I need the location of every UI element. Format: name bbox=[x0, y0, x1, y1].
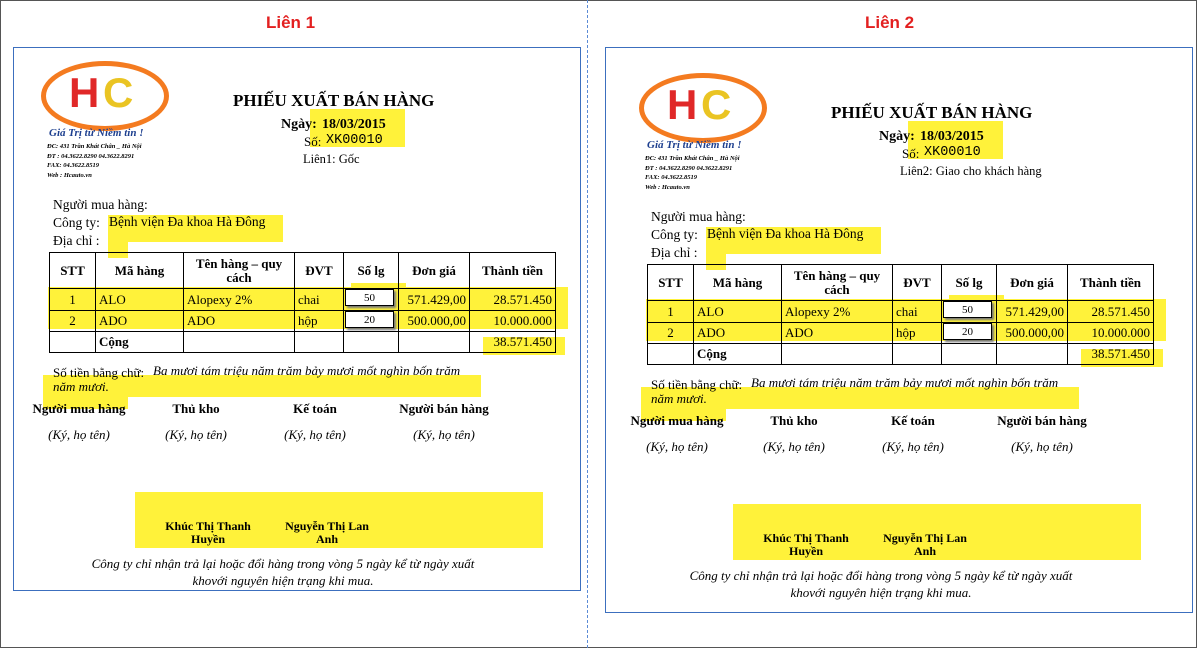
company-label: Công ty: bbox=[53, 215, 100, 230]
amount-words-line1: Ba mươi tám triệu năm trăm bảy mươi mốt nghìn bốn trăm bbox=[153, 363, 461, 378]
amount-words-line2: năm mươi. bbox=[651, 391, 707, 406]
table-cell-stt: 2 bbox=[49, 310, 96, 332]
date-value: 18/03/2015 bbox=[322, 117, 386, 132]
table-cell-empty bbox=[647, 343, 694, 365]
company-phone: ĐT : 04.3622.8290 04.3622.8291 bbox=[47, 152, 135, 160]
signature-note: (Ký, họ tên) bbox=[882, 439, 944, 454]
number-value: XK00010 bbox=[924, 145, 981, 160]
table-cell-empty bbox=[996, 343, 1068, 365]
quantity-box: 50 bbox=[345, 289, 394, 306]
table-cell-amount: 10.000.000 bbox=[1067, 322, 1154, 344]
company-address: ĐC: 431 Trần Khát Chân _ Hà Nội bbox=[47, 143, 142, 150]
table-cell-name: ADO bbox=[781, 322, 893, 344]
table-header-cell: Số lg bbox=[941, 264, 997, 301]
signature-note: (Ký, họ tên) bbox=[1011, 439, 1073, 454]
total-value: 38.571.450 bbox=[1067, 343, 1154, 365]
company-web: Web : Hcauto.vn bbox=[645, 183, 690, 191]
signer-name: Nguyễn Thị Lan Anh bbox=[883, 531, 967, 558]
table-cell-price: 500.000,00 bbox=[996, 322, 1068, 344]
signer-name: Khúc Thị Thanh Huyền bbox=[165, 519, 251, 546]
company-slogan: Giá Trị từ Niềm tin ! bbox=[49, 127, 144, 139]
table-cell-unit: hộp bbox=[892, 322, 942, 344]
table-header-cell: Đơn giá bbox=[996, 264, 1068, 301]
signature-note: (Ký, họ tên) bbox=[48, 427, 110, 442]
signature-title: Kế toán bbox=[891, 413, 935, 428]
invoice-title: PHIẾU XUẤT BÁN HÀNG bbox=[831, 103, 1033, 122]
invoice-title: PHIẾU XUẤT BÁN HÀNG bbox=[233, 91, 435, 110]
address-label: Địa chỉ : bbox=[651, 245, 698, 260]
table-cell-price: 500.000,00 bbox=[398, 310, 470, 332]
date-value: 18/03/2015 bbox=[920, 129, 984, 144]
table-header-cell: Mã hàng bbox=[95, 252, 184, 289]
signature-title: Người mua hàng bbox=[32, 401, 126, 416]
amount-words-line2: năm mươi. bbox=[53, 379, 109, 394]
date-label: Ngày: bbox=[281, 117, 317, 132]
table-header-cell: Mã hàng bbox=[693, 264, 782, 301]
amount-words-label: Số tiền bằng chữ: bbox=[651, 377, 743, 392]
address-label: Địa chỉ : bbox=[53, 233, 100, 248]
buyer-label: Người mua hàng: bbox=[53, 197, 148, 212]
number-label: Số: bbox=[902, 146, 920, 161]
table-header-cell: ĐVT bbox=[294, 252, 344, 289]
signature-title: Kế toán bbox=[293, 401, 337, 416]
date-label: Ngày: bbox=[879, 129, 915, 144]
signer-name: Nguyễn Thị Lan Anh bbox=[285, 519, 369, 546]
table-cell-code: ALO bbox=[95, 288, 184, 311]
table-cell-empty bbox=[294, 331, 344, 353]
company-address: ĐC: 431 Trần Khát Chân _ Hà Nội bbox=[645, 155, 740, 162]
table-cell-stt: 2 bbox=[647, 322, 694, 344]
table-cell-empty bbox=[941, 343, 997, 365]
table-cell-name: ADO bbox=[183, 310, 295, 332]
quantity-box: 20 bbox=[943, 323, 992, 340]
signature-title: Người bán hàng bbox=[997, 413, 1087, 428]
number-label: Số: bbox=[304, 134, 322, 149]
amount-words-label: Số tiền bằng chữ: bbox=[53, 365, 145, 380]
footer-note-line2: khovới nguyên hiện trạng khi mua. bbox=[790, 585, 972, 600]
table-cell-code: ALO bbox=[693, 300, 782, 323]
signature-note: (Ký, họ tên) bbox=[646, 439, 708, 454]
table-cell-price: 571.429,00 bbox=[996, 300, 1068, 323]
number-value: XK00010 bbox=[326, 133, 383, 148]
company-phone: ĐT : 04.3622.8290 04.3622.8291 bbox=[645, 164, 733, 172]
quantity-box: 50 bbox=[943, 301, 992, 318]
table-cell-amount: 28.571.450 bbox=[469, 288, 556, 311]
quantity-box: 20 bbox=[345, 311, 394, 328]
copy-note: Liên1: Gốc bbox=[303, 152, 360, 166]
table-header-cell: Tên hàng – quy cách bbox=[183, 252, 295, 289]
footer-note-line1: Công ty chỉ nhận trả lại hoặc đổi hàng trong vòng 5 ngày kể từ ngày xuất bbox=[689, 568, 1073, 583]
company-web: Web : Hcauto.vn bbox=[47, 171, 92, 179]
table-cell-empty bbox=[781, 343, 893, 365]
table-cell-stt: 1 bbox=[647, 300, 694, 323]
table-header-cell: ĐVT bbox=[892, 264, 942, 301]
table-cell-name: Alopexy 2% bbox=[183, 288, 295, 311]
table-cell-empty bbox=[343, 331, 399, 353]
logo-letter-h: H bbox=[69, 69, 100, 116]
signature-title: Thủ kho bbox=[172, 401, 220, 416]
footer-note-line1: Công ty chỉ nhận trả lại hoặc đổi hàng trong vòng 5 ngày kể từ ngày xuất bbox=[91, 556, 475, 571]
table-header-cell: STT bbox=[647, 264, 694, 301]
company-fax: FAX: 04.3622.8519 bbox=[47, 162, 99, 169]
table-header-cell: Thành tiền bbox=[1067, 264, 1154, 301]
signature-note: (Ký, họ tên) bbox=[165, 427, 227, 442]
footer-note-line2: khovới nguyên hiện trạng khi mua. bbox=[192, 573, 374, 588]
total-label: Cộng bbox=[693, 343, 782, 365]
company-slogan: Giá Trị từ Niềm tin ! bbox=[647, 139, 742, 151]
table-cell-amount: 28.571.450 bbox=[1067, 300, 1154, 323]
table-cell-stt: 1 bbox=[49, 288, 96, 311]
table-cell-empty bbox=[183, 331, 295, 353]
signature-title: Người mua hàng bbox=[630, 413, 724, 428]
signer-name: Khúc Thị Thanh Huyền bbox=[763, 531, 849, 558]
logo-letter-h: H bbox=[667, 81, 698, 128]
company-fax: FAX: 04.3622.8519 bbox=[645, 174, 697, 181]
buyer-label: Người mua hàng: bbox=[651, 209, 746, 224]
logo-letter-c: C bbox=[701, 81, 732, 128]
total-value: 38.571.450 bbox=[469, 331, 556, 353]
table-header-cell: Số lg bbox=[343, 252, 399, 289]
signature-title: Thủ kho bbox=[770, 413, 818, 428]
table-header-cell: Đơn giá bbox=[398, 252, 470, 289]
table-cell-unit: chai bbox=[892, 300, 942, 323]
table-header-cell: STT bbox=[49, 252, 96, 289]
signature-note: (Ký, họ tên) bbox=[413, 427, 475, 442]
signature-title: Người bán hàng bbox=[399, 401, 489, 416]
amount-words-line1: Ba mươi tám triệu năm trăm bảy mươi mốt nghìn bốn trăm bbox=[751, 375, 1059, 390]
customer-company: Bệnh viện Đa khoa Hà Đông bbox=[109, 214, 266, 229]
table-cell-amount: 10.000.000 bbox=[469, 310, 556, 332]
center-divider bbox=[587, 0, 588, 648]
table-cell-code: ADO bbox=[95, 310, 184, 332]
table-cell-unit: hộp bbox=[294, 310, 344, 332]
table-cell-name: Alopexy 2% bbox=[781, 300, 893, 323]
copy-label: Liên 2 bbox=[865, 13, 915, 32]
copy-label: Liên 1 bbox=[266, 13, 316, 32]
table-cell-empty bbox=[49, 331, 96, 353]
table-header-cell: Tên hàng – quy cách bbox=[781, 264, 893, 301]
signature-note: (Ký, họ tên) bbox=[763, 439, 825, 454]
copy-note: Liên2: Giao cho khách hàng bbox=[900, 164, 1042, 178]
table-cell-empty bbox=[398, 331, 470, 353]
logo-letter-c: C bbox=[103, 69, 134, 116]
customer-company: Bệnh viện Đa khoa Hà Đông bbox=[707, 226, 864, 241]
total-label: Cộng bbox=[95, 331, 184, 353]
table-cell-empty bbox=[892, 343, 942, 365]
signature-note: (Ký, họ tên) bbox=[284, 427, 346, 442]
company-label: Công ty: bbox=[651, 227, 698, 242]
table-cell-price: 571.429,00 bbox=[398, 288, 470, 311]
table-header-cell: Thành tiền bbox=[469, 252, 556, 289]
table-cell-code: ADO bbox=[693, 322, 782, 344]
table-cell-unit: chai bbox=[294, 288, 344, 311]
